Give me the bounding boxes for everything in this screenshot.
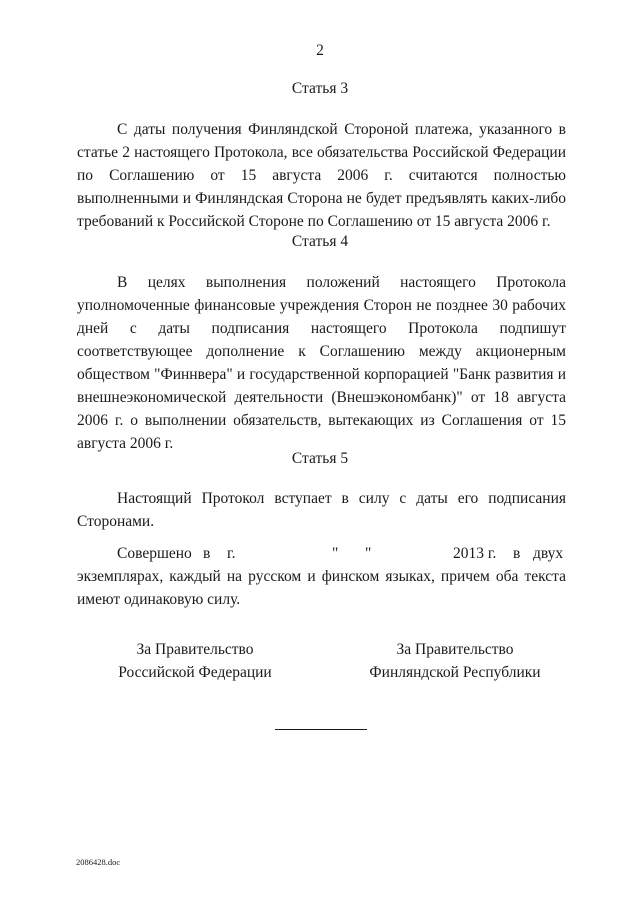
signature-russia-line2: Российской Федерации bbox=[118, 664, 272, 681]
date-quote-close: " bbox=[365, 545, 372, 562]
article-5-heading: Статья 5 bbox=[291, 450, 349, 467]
signature-block-russia bbox=[105, 638, 285, 684]
signature-russia-line1: За Правительство bbox=[136, 641, 254, 658]
article-3-text: С даты получения Финляндской Стороной платежа, указанного в статье 2 настоящего Протокола, все обязательства Российской Федерации по Соглашению от 15 августа 2006 г. считаются полностью выполненными и Финляндская Сторона не будет предъявлять каких-либо требований к Российской Стороне по Соглашению от 15 августа 2006 г. bbox=[77, 121, 566, 230]
signature-finland-line1: За Правительство bbox=[396, 641, 514, 658]
done-at-line bbox=[117, 542, 566, 565]
date-quote-open: " bbox=[332, 545, 339, 562]
done-continuation: экземплярах, каждый на русском и финском языках, причем оба текста имеют одинаковую силу. bbox=[77, 568, 566, 608]
article-5-text: Настоящий Протокол вступает в силу с даты его подписания Сторонами. bbox=[77, 490, 566, 530]
done-two-word: двух bbox=[533, 545, 564, 562]
article-3-heading: Статья 3 bbox=[291, 80, 349, 97]
done-year: 2013 г. bbox=[453, 545, 497, 562]
done-word: Совершено bbox=[117, 545, 192, 562]
done-city-abbrev: г. bbox=[227, 545, 236, 562]
file-name-footer: 2086428.doc bbox=[76, 857, 121, 867]
done-in-word-2: в bbox=[513, 545, 521, 562]
signature-finland-line2: Финляндской Республики bbox=[369, 664, 541, 681]
article-4-heading: Статья 4 bbox=[291, 233, 349, 250]
signature-block-finland bbox=[355, 638, 555, 684]
closing-rule bbox=[275, 729, 367, 730]
done-in-word: в bbox=[203, 545, 211, 562]
article-4-text: В целях выполнения положений настоящего Протокола уполномоченные финансовые учреждения Сторон не позднее 30 рабочих дней с даты подписания настоящего Протокола подпишут соответствующее дополнение к Соглашению между акционерным обществом "Финнвера" и государственной корпорацией "Банк развития и внешнеэкономической деятельности (Внешэкономбанк)" от 18 августа 2006 г. о выполнении обязательств, вытекающих из Соглашения от 15 августа 2006 г. bbox=[77, 274, 566, 452]
page-number: 2 bbox=[316, 42, 324, 59]
